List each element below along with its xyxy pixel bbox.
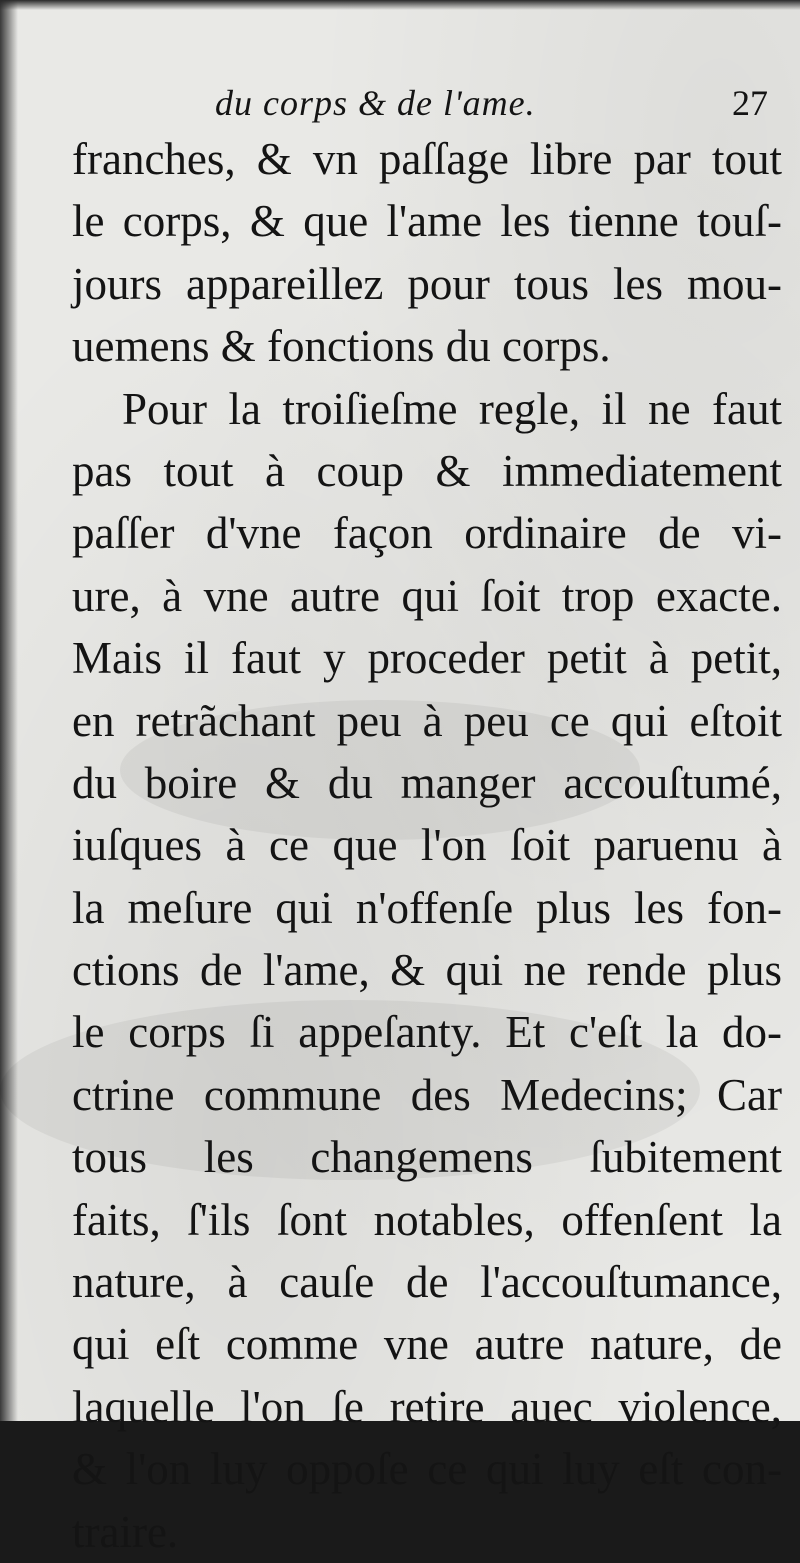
text-line: Pour la troiſieſme regle, il ne faut [122,383,782,434]
text-line: traire. [72,1506,179,1557]
text-line: pas tout à coup & immediatement [72,445,782,496]
text-line: qui eſt comme vne autre nature, de [72,1319,782,1370]
text-line: le corps ſi appeſanty. Et c'eſt la do- [72,1007,782,1058]
page-shadow-left [0,0,18,1421]
text-line: & l'on luy oppoſe ce qui luy eſt con- [72,1444,782,1495]
text-line: le corps, & que l'ame les tienne touſ- [72,196,782,247]
text-line: iuſques à ce que l'on ſoit paruenu à [72,820,782,871]
text-line: nature, à cauſe de l'accouſtumance, [72,1257,782,1308]
running-title: du corps & de l'ame. [215,83,536,123]
page-shadow-top [0,0,800,10]
running-head [60,82,780,132]
text-line: en retrãchant peu à peu ce qui eſtoit [72,695,782,746]
text-line: uemens & fonctions du corps. [72,321,611,372]
text-line: ctrine commune des Medecins; Car [72,1069,782,1120]
text-line: ctions de l'ame, & qui ne rende plus [72,945,782,996]
text-line: tous les changemens ſubitement [72,1132,782,1183]
text-line: paſſer d'vne façon ordinaire de vi- [72,508,782,559]
text-line: faits, ſ'ils ſont notables, offenſent la [72,1194,782,1245]
text-line: jours appareillez pour tous les mou- [72,258,782,309]
text-line: Mais il faut y proceder petit à petit, [72,633,782,684]
body-text [72,128,782,1563]
text-line: ure, à vne autre qui ſoit trop exacte. [72,570,782,621]
page-number: 27 [732,83,768,123]
text-line: laquelle l'on ſe retire auec violence, [72,1381,782,1432]
text-line: franches, & vn paſſage libre par tout [72,134,782,184]
text-line: du boire & du manger accouſtumé, [72,757,782,808]
text-line: la meſure qui n'offenſe plus les fon- [72,882,782,933]
